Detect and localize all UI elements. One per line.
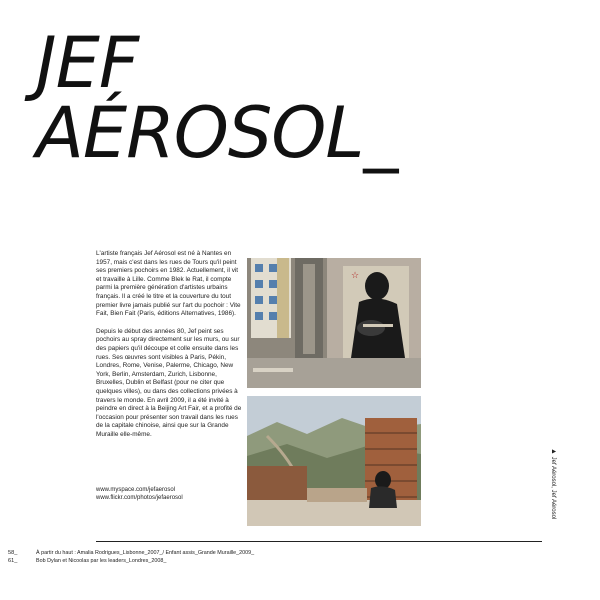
caption-line-1: À partir du haut : Amalia Rodrigues_Lisbonne_2007_/ Enfant assis_Grande Muraille_2009_ (36, 550, 255, 556)
side-note-text: Jef Aérosol, Jef Aérosol (550, 456, 556, 520)
body-paragraph-2: Depuis le début des années 80, Jef peint ses pochoirs au spray directement sur les murs, ou sur des papiers qu'il découpe et colle ensuite dans les rues. Ses œuvres sont visibles à Paris, Pékin, Londres, Rome, Venise, Palerme, Chicago, New York, Berlin, Amsterdam, Zurich, Lisbonne, Bruxelles, Dublin et Belfast (pour ne citer que quelques villes), ou dans des collections privées à travers le monde. En avril 2009, il a été invité à peindre en direct à la Beijing Art Fair, et a profité de l'occasion pour présenter son travail dans les rues de la capitale chinoise, ainsi que sur la Grande Muraille elle-même. (96, 327, 242, 438)
triangle-icon: ▲ (550, 448, 557, 455)
article-body (96, 250, 242, 448)
page-numbers (8, 550, 17, 565)
svg-text:☆: ☆ (351, 271, 360, 281)
flickr-link[interactable]: www.flickr.com/photos/jefaerosol (96, 495, 183, 501)
body-paragraph-1: L'artiste français Jef Aérosol est né à Nantes en 1957, mais c'est dans les rues de Tours qu'il peint ses premiers pochoirs en 1982. Actuellement, il vit et travaille à Lille. Comme Blek le Rat, il compte parmi la première génération d'artistes urbains français. Il a créé le titre et la couverture du tout premier livre jamais publié sur l'art du pochoir : Vite Fait, Bien Fait (Paris, éditions Alternatives, 1986). (96, 250, 241, 318)
page-number-left: 58_ (8, 550, 18, 556)
street-stencil-illustration (247, 258, 421, 388)
myspace-link[interactable]: www.myspace.com/jefaerosol (96, 487, 176, 493)
caption-line-2: Bob Dylan et Nicoolas par les leaders_Londres_2008_ (36, 557, 167, 564)
footer-divider (96, 541, 542, 542)
photo-enfant-assis-grande-muraille (247, 396, 421, 526)
title-line-1: JEF (36, 22, 139, 104)
photo-amalia-rodrigues-lisbonne (247, 258, 421, 388)
title-line-2: AÉROSOL_ (36, 92, 398, 174)
side-note (548, 448, 558, 528)
photo-caption (36, 550, 254, 565)
web-links (96, 486, 242, 502)
great-wall-illustration (247, 396, 421, 526)
page-title (36, 22, 398, 174)
page-number-right: 61_ (8, 557, 18, 564)
